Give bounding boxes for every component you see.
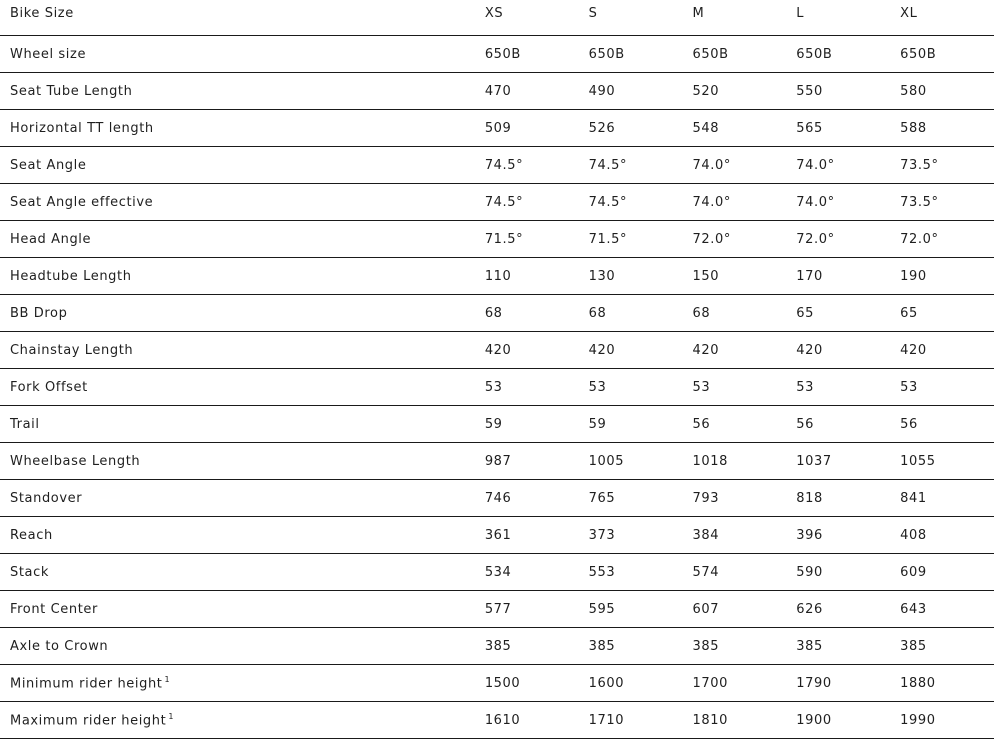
value-cell-xl: 72.0°: [890, 221, 994, 258]
value-cell-xs: 71.5°: [475, 221, 579, 258]
value-cell-xs: 74.5°: [475, 147, 579, 184]
row-label: Reach: [10, 527, 53, 543]
value-cell-l: 626: [786, 591, 890, 628]
value-cell-l: 74.0°: [786, 184, 890, 221]
value-cell-xs: 650B: [475, 36, 579, 73]
row-label-cell: [0, 443, 475, 480]
value-cell-xs: 110: [475, 258, 579, 295]
value-cell-xs: 509: [475, 110, 579, 147]
table-row: [0, 480, 994, 517]
row-label: Axle to Crown: [10, 638, 109, 654]
value-cell-xs: 74.5°: [475, 184, 579, 221]
footnote-marker: 1: [168, 711, 175, 721]
value-cell-xl: 1990: [890, 702, 994, 739]
row-label: Seat Angle: [10, 157, 87, 173]
value-cell-xl: 408: [890, 517, 994, 554]
header-bike-size: Bike Size: [0, 0, 475, 36]
value-cell-xs: 385: [475, 628, 579, 665]
value-cell-xl: 580: [890, 73, 994, 110]
row-label: Front Center: [10, 601, 98, 617]
value-cell-xs: 470: [475, 73, 579, 110]
value-cell-xl: 420: [890, 332, 994, 369]
row-label-cell: [0, 295, 475, 332]
row-label-cell: [0, 184, 475, 221]
value-cell-xl: 609: [890, 554, 994, 591]
value-cell-xl: 643: [890, 591, 994, 628]
value-cell-s: 1600: [579, 665, 683, 702]
row-label-cell: [0, 258, 475, 295]
value-cell-xs: 59: [475, 406, 579, 443]
value-cell-m: 1810: [682, 702, 786, 739]
row-label-cell: [0, 480, 475, 517]
value-cell-xs: 1610: [475, 702, 579, 739]
table-header-row: [0, 0, 994, 36]
value-cell-xs: 577: [475, 591, 579, 628]
value-cell-s: 68: [579, 295, 683, 332]
value-cell-s: 490: [579, 73, 683, 110]
header-size-xl: XL: [890, 0, 994, 36]
value-cell-l: 1037: [786, 443, 890, 480]
table-row: [0, 258, 994, 295]
table-row: [0, 184, 994, 221]
value-cell-xl: 650B: [890, 36, 994, 73]
value-cell-xs: 987: [475, 443, 579, 480]
table-row: [0, 702, 994, 739]
value-cell-m: 1700: [682, 665, 786, 702]
row-label: Trail: [10, 416, 40, 432]
value-cell-s: 373: [579, 517, 683, 554]
table-body: [0, 36, 994, 739]
value-cell-s: 650B: [579, 36, 683, 73]
row-label: Standover: [10, 490, 83, 506]
value-cell-s: 130: [579, 258, 683, 295]
row-label-cell: [0, 665, 475, 702]
value-cell-xs: 746: [475, 480, 579, 517]
table-row: [0, 110, 994, 147]
value-cell-l: 385: [786, 628, 890, 665]
value-cell-l: 1790: [786, 665, 890, 702]
value-cell-xl: 1880: [890, 665, 994, 702]
value-cell-l: 170: [786, 258, 890, 295]
value-cell-m: 150: [682, 258, 786, 295]
value-cell-m: 72.0°: [682, 221, 786, 258]
footnote-marker: 1: [164, 674, 171, 684]
value-cell-xl: 56: [890, 406, 994, 443]
value-cell-l: 74.0°: [786, 147, 890, 184]
value-cell-xl: 1055: [890, 443, 994, 480]
value-cell-s: 74.5°: [579, 147, 683, 184]
value-cell-m: 56: [682, 406, 786, 443]
value-cell-l: 650B: [786, 36, 890, 73]
row-label-cell: [0, 517, 475, 554]
value-cell-l: 72.0°: [786, 221, 890, 258]
table-row: [0, 369, 994, 406]
row-label: Horizontal TT length: [10, 120, 154, 136]
table-row: [0, 517, 994, 554]
value-cell-xl: 588: [890, 110, 994, 147]
value-cell-xs: 420: [475, 332, 579, 369]
table-row: [0, 332, 994, 369]
value-cell-m: 574: [682, 554, 786, 591]
row-label-cell: [0, 702, 475, 739]
value-cell-l: 65: [786, 295, 890, 332]
value-cell-l: 1900: [786, 702, 890, 739]
table-row: [0, 554, 994, 591]
header-size-s: S: [579, 0, 683, 36]
value-cell-s: 526: [579, 110, 683, 147]
row-label: Minimum rider height: [10, 676, 163, 692]
value-cell-m: 385: [682, 628, 786, 665]
row-label: Fork Offset: [10, 379, 88, 395]
table-row: [0, 295, 994, 332]
value-cell-m: 520: [682, 73, 786, 110]
header-size-m: M: [682, 0, 786, 36]
row-label: Seat Tube Length: [10, 83, 133, 99]
header-size-l: L: [786, 0, 890, 36]
value-cell-xl: 73.5°: [890, 184, 994, 221]
row-label: BB Drop: [10, 305, 68, 321]
row-label: Wheelbase Length: [10, 453, 141, 469]
value-cell-s: 385: [579, 628, 683, 665]
row-label-cell: [0, 554, 475, 591]
table-row: [0, 36, 994, 73]
row-label: Wheel size: [10, 46, 87, 62]
row-label-cell: [0, 110, 475, 147]
value-cell-xl: 73.5°: [890, 147, 994, 184]
value-cell-xs: 1500: [475, 665, 579, 702]
table-row: [0, 73, 994, 110]
value-cell-xs: 68: [475, 295, 579, 332]
row-label: Chainstay Length: [10, 342, 134, 358]
value-cell-m: 53: [682, 369, 786, 406]
value-cell-l: 590: [786, 554, 890, 591]
value-cell-m: 650B: [682, 36, 786, 73]
value-cell-xs: 361: [475, 517, 579, 554]
value-cell-l: 56: [786, 406, 890, 443]
value-cell-l: 420: [786, 332, 890, 369]
value-cell-xl: 190: [890, 258, 994, 295]
row-label-cell: [0, 221, 475, 258]
value-cell-m: 74.0°: [682, 147, 786, 184]
table-row: [0, 147, 994, 184]
value-cell-m: 384: [682, 517, 786, 554]
value-cell-xs: 53: [475, 369, 579, 406]
value-cell-s: 71.5°: [579, 221, 683, 258]
value-cell-l: 565: [786, 110, 890, 147]
value-cell-xl: 841: [890, 480, 994, 517]
row-label-cell: [0, 332, 475, 369]
row-label-cell: [0, 369, 475, 406]
value-cell-m: 793: [682, 480, 786, 517]
header-size-xs: XS: [475, 0, 579, 36]
value-cell-l: 396: [786, 517, 890, 554]
value-cell-xl: 385: [890, 628, 994, 665]
table-row: [0, 628, 994, 665]
value-cell-s: 553: [579, 554, 683, 591]
row-label-cell: [0, 36, 475, 73]
table-row: [0, 221, 994, 258]
row-label-cell: [0, 147, 475, 184]
row-label: Maximum rider height: [10, 713, 167, 729]
table-row: [0, 443, 994, 480]
value-cell-s: 74.5°: [579, 184, 683, 221]
value-cell-s: 59: [579, 406, 683, 443]
value-cell-xl: 65: [890, 295, 994, 332]
row-label-cell: [0, 406, 475, 443]
row-label: Headtube Length: [10, 268, 132, 284]
row-label: Head Angle: [10, 231, 92, 247]
value-cell-m: 74.0°: [682, 184, 786, 221]
value-cell-s: 765: [579, 480, 683, 517]
value-cell-m: 1018: [682, 443, 786, 480]
value-cell-m: 68: [682, 295, 786, 332]
value-cell-s: 53: [579, 369, 683, 406]
row-label-cell: [0, 591, 475, 628]
value-cell-m: 607: [682, 591, 786, 628]
row-label-cell: [0, 73, 475, 110]
value-cell-xl: 53: [890, 369, 994, 406]
value-cell-l: 550: [786, 73, 890, 110]
value-cell-m: 420: [682, 332, 786, 369]
value-cell-m: 548: [682, 110, 786, 147]
value-cell-l: 53: [786, 369, 890, 406]
table-row: [0, 665, 994, 702]
value-cell-s: 1005: [579, 443, 683, 480]
row-label: Stack: [10, 564, 49, 580]
value-cell-xs: 534: [475, 554, 579, 591]
value-cell-s: 420: [579, 332, 683, 369]
value-cell-l: 818: [786, 480, 890, 517]
row-label: Seat Angle effective: [10, 194, 154, 210]
table-row: [0, 406, 994, 443]
table-row: [0, 591, 994, 628]
value-cell-s: 595: [579, 591, 683, 628]
value-cell-s: 1710: [579, 702, 683, 739]
row-label-cell: [0, 628, 475, 665]
